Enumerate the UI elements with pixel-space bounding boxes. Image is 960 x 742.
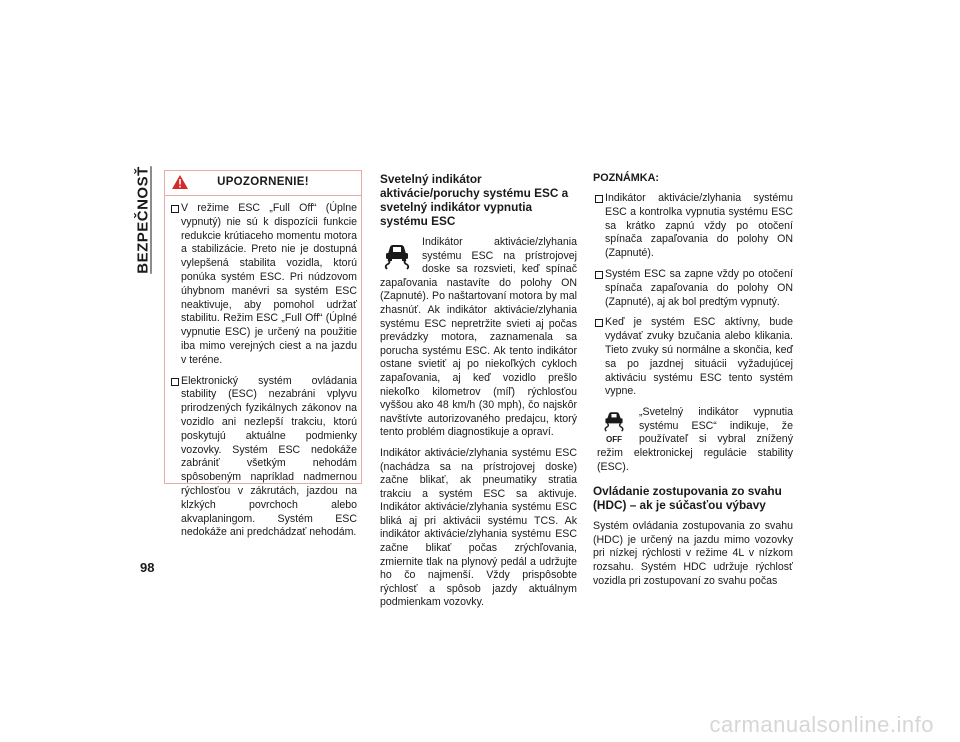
note-item: Systém ESC sa zapne vždy po otočení spínača zapaľovania do polohy ON (Zapnuté), aj ak bol predtým vypnutý. xyxy=(593,268,793,309)
section-tab xyxy=(130,162,156,278)
note-title: POZNÁMKA: xyxy=(593,172,659,184)
esc-off-indicator xyxy=(597,408,631,444)
esc-indicator-text: Indikátor aktivácie/zlyhania systému ESC na prístrojovej doske sa rozsvieti, keď spínač zapaľovania nastavíte do polohy ON (Zapnuté). Po naštartovaní motora by mal zhasnúť. Ak indikátor aktivácie/zlyhania systému ESC nepretržite svieti aj počas prevádzky motora, zaznamenala sa porucha systému ESC. Ak tento indikátor ostane svietiť aj po niekoľkých cykloch zapaľovania, aj keď vozidlo prešlo niekoľko kilometrov (míľ) rýchlosťou vyššou ako 48 km/h (30 mph), čo najskôr navštívte autorizovaného predajcu, ktorý tento problém diagnostikuje a opraví. xyxy=(380,236,577,439)
section-tab-label: BEZPEČNOSŤ xyxy=(134,166,152,274)
watermark: carmanualsonline.info xyxy=(709,712,934,737)
hdc-paragraph: Systém ovládania zostupovania zo svahu (HDC) je určený na jazdu mimo vozovky pri nízkej rýchlosti v režime 4L v nízkom rozsahu. Systém HDC udržuje rýchlosť vozidla pri zostupovaní zo svahu počas xyxy=(593,520,793,587)
esc-skid-car-icon xyxy=(380,238,414,272)
warning-item: Elektronický systém ovládania stability (ESC) nezabráni vplyvu prirodzených fyzikálnych zákonov na vozidlo ani nezlepší trakciu, ktorú poskytujú aktuálne podmienky vozovky. Systém ESC nedokáže zabrániť všetkým nehodám spôsobeným napríklad nadmernou rýchlosťou v zákrutách, jazdou na klzkých povrchoch alebo akvaplaningom. Systém ESC nedokáže ani predchádzať nehodám. xyxy=(169,375,357,541)
page-number: 98 xyxy=(140,560,155,575)
middle-column xyxy=(380,172,577,617)
right-column xyxy=(593,172,793,595)
note-item: Keď je systém ESC aktívny, bude vydávať zvuky bzučania alebo klikania. Tieto zvuky sú normálne a skončia, keď sa po jazdnej situácii vyžadujúcej aktiváciu systému ESC tento systém vypne. xyxy=(593,316,793,399)
esc-off-paragraph xyxy=(593,406,793,474)
warning-item: V režime ESC „Full Off“ (Úplne vypnutý) nie sú k dispozícii funkcie redukcie krútiaceho momentu motora a stabilizácie. Preto nie je dostupná vylepšená stabilita vozidla, ktorú ponúka systém ESC. Pri núdzovom úhybnom manévri sa systém ESC neaktivuje, aby pomohol udržať stabilitu. Režim ESC „Full Off“ (Úplné vypnutie ESC) je určený na použitie iba mimo verejných ciest a na jazdu v teréne. xyxy=(169,202,357,368)
esc-flashing-paragraph: Indikátor aktivácie/zlyhania systému ESC (nachádza sa na prístrojovej doske) začne blikať, ak pneumatiky stratia trakciu a systém ESC sa aktivuje. Indikátor aktivácie/zlyhania systému ESC bliká aj pri aktivácii systému TCS. Ak indikátor aktivácie/zlyhania systému ESC začne blikať počas zrýchľovania, zmiernite tlak na plynový pedál a udržujte ho čo najmenší. Vždy prispôsobte rýchlosť a spôsob jazdy aktuálnym podmienkam vozovky. xyxy=(380,446,577,609)
esc-indicator-paragraph xyxy=(380,236,577,440)
warning-title: UPOZORNENIE! xyxy=(217,176,309,188)
warning-header xyxy=(165,171,361,196)
esc-off-text: „Svetelný indikátor vypnutia systému ESC“ indikuje, že používateľ si vybral znížený režim elektronickej regulácie stability (ESC). xyxy=(597,406,793,473)
note-item: Indikátor aktivácie/zlyhania systému ESC a kontrolka vypnutia systému ESC sa krátko zapnú vždy po otočení spínača zapaľovania do polohy ON (Zapnuté). xyxy=(593,192,793,261)
esc-indicator-heading: Svetelný indikátor aktivácie/poruchy systému ESC a svetelný indikátor vypnutia systému ESC xyxy=(380,172,569,228)
esc-off-label: OFF xyxy=(606,434,622,444)
hdc-heading: Ovládanie zostupovania zo svahu (HDC) – ak je súčasťou výbavy xyxy=(593,484,782,513)
esc-off-car-icon xyxy=(599,408,629,432)
warning-box xyxy=(164,170,362,539)
